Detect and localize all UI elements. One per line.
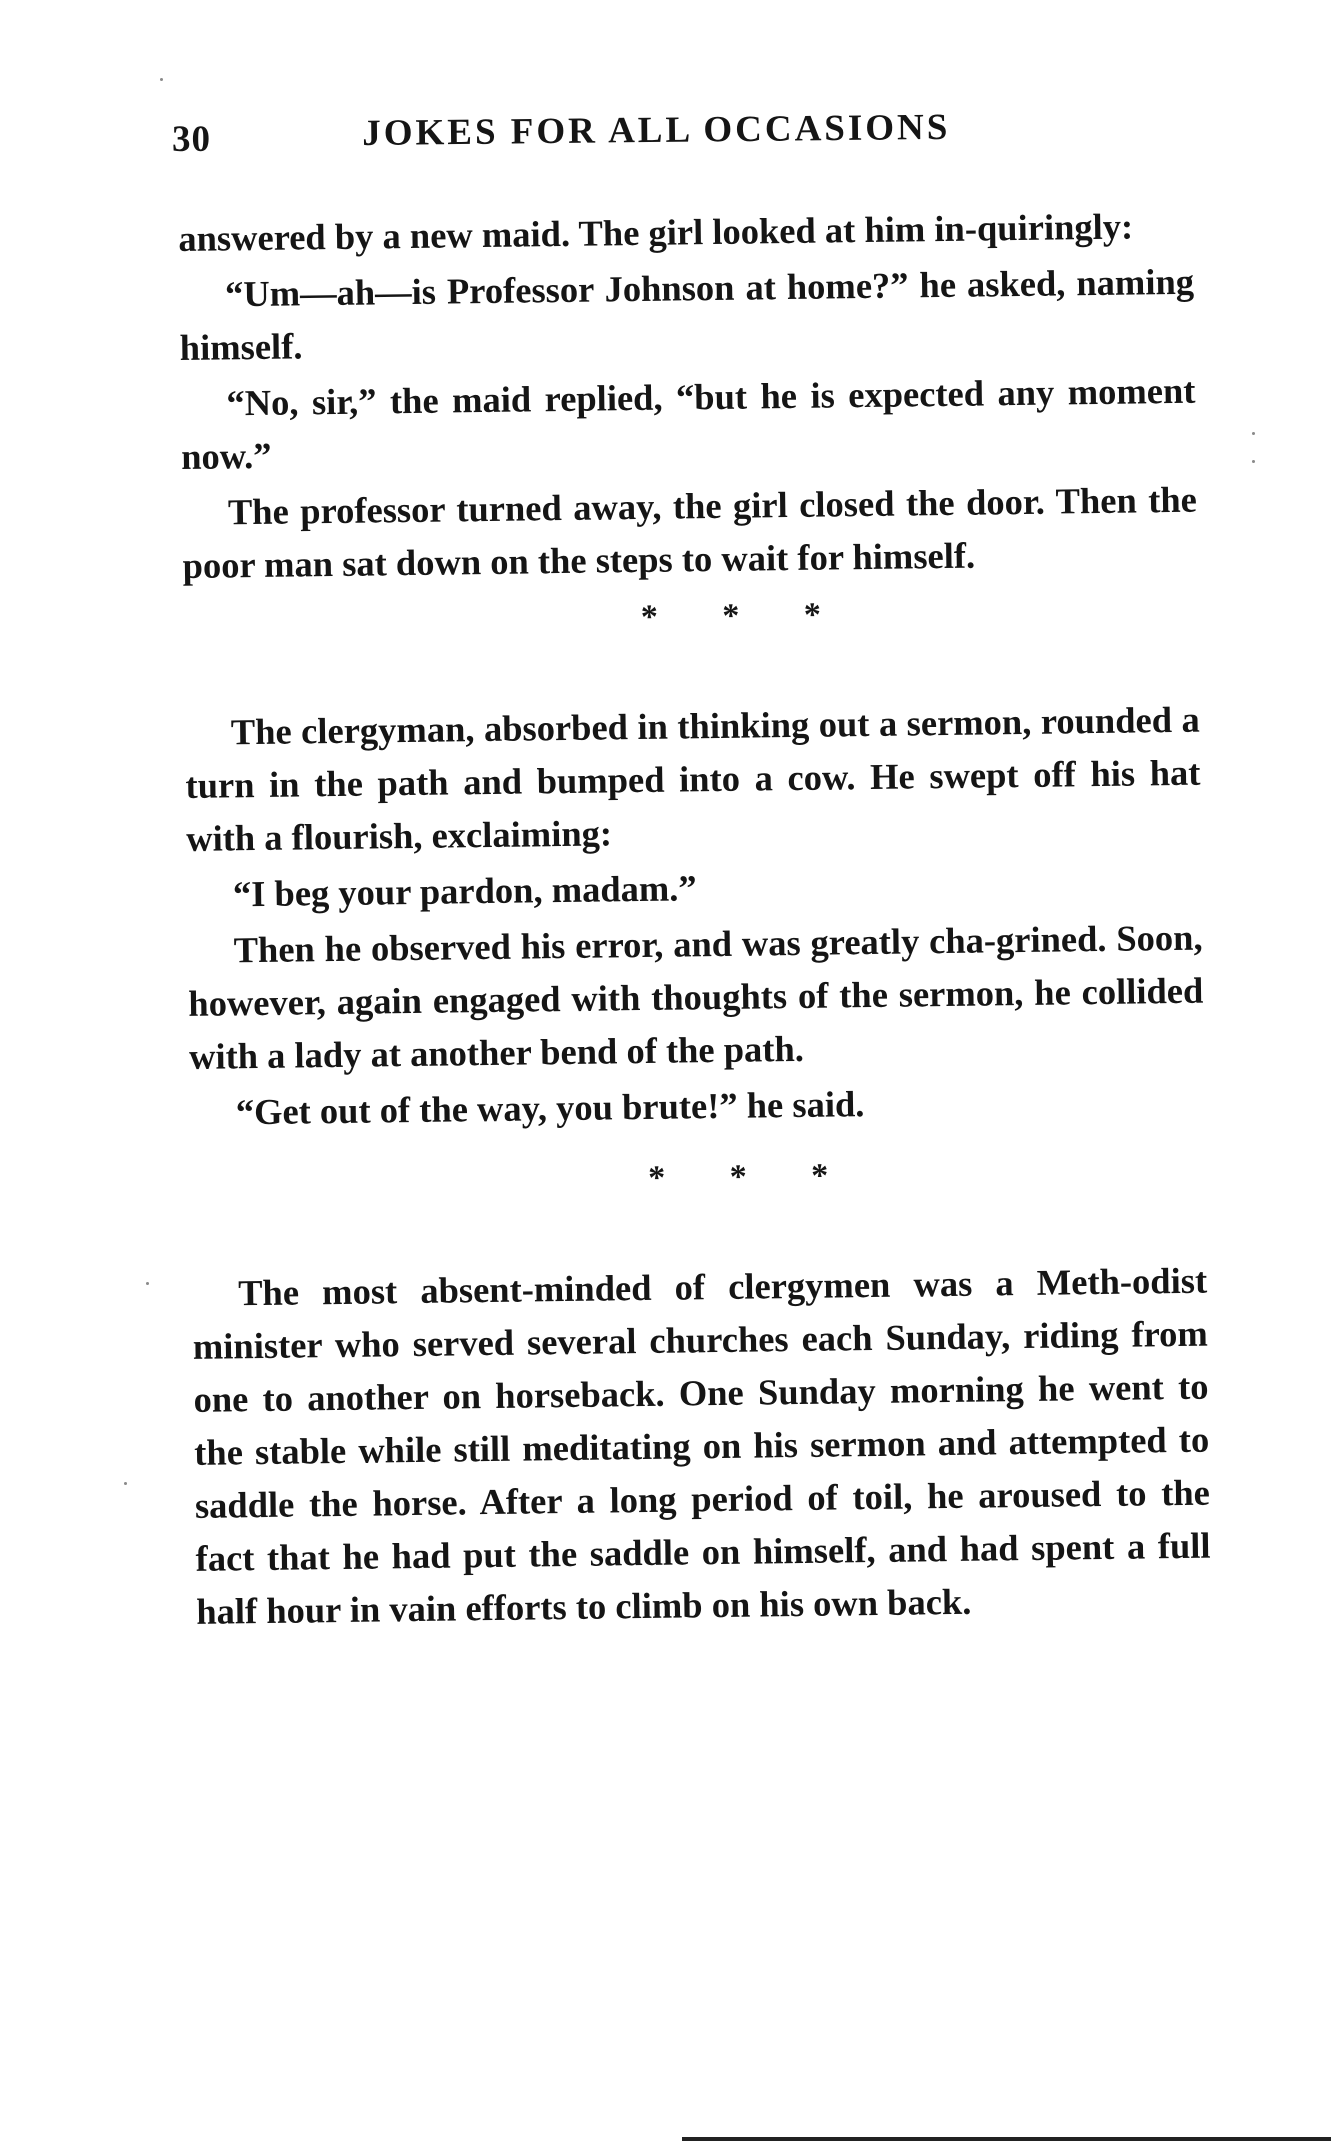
paragraph: The most absent-minded of clergymen was a Meth-odist minister who served several churches each Sunday, riding from one to another on horseback. One Sunday morning he went to the stable while still meditating on his sermon and attempted to saddle the horse. After a long period of toil, he aroused to the fact that he had put the saddle on himself, and had spent a full half hour in vain efforts to climb on his own back.: [192, 1259, 1211, 1632]
page-body: [178, 199, 1212, 1641]
paragraph: Then he observed his error, and was greatly cha-grined. Soon, however, again engaged with thoughts of the sermon, he collided with a lady at another bend of the path.: [188, 916, 1204, 1077]
paper-speck: [1252, 460, 1255, 463]
running-title: JOKES FOR ALL OCCASIONS: [362, 106, 951, 154]
section-separator: * * *: [647, 1157, 829, 1197]
paragraph: “I beg your pardon, madam.”: [232, 867, 697, 915]
paper-speck: [1252, 432, 1255, 435]
paper-speck: [146, 1282, 149, 1285]
paragraph: The professor turned away, the girl closed the door. Then the poor man sat down on the steps to wait for himself.: [182, 478, 1198, 586]
paper-speck: [124, 1482, 127, 1485]
paragraph: “Get out of the way, you brute!” he said.: [235, 1083, 865, 1133]
paper-speck: [160, 78, 163, 81]
section-separator: * * *: [640, 596, 822, 636]
paragraph: answered by a new maid. The girl looked at him in-quiringly:: [178, 205, 1134, 259]
paragraph: “No, sir,” the maid replied, “but he is expected any moment now.”: [180, 369, 1196, 477]
page-number: 30: [172, 119, 211, 160]
page-header: [172, 106, 1032, 162]
paragraph: The clergyman, absorbed in thinking out a sermon, rounded a turn in the path and bumped into a cow. He swept off his hat with a flourish, exclaiming:: [185, 698, 1201, 859]
page-edge-rule: [682, 2137, 1331, 2141]
paragraph: “Um—ah—is Professor Johnson at home?” he asked, naming himself.: [179, 260, 1195, 368]
